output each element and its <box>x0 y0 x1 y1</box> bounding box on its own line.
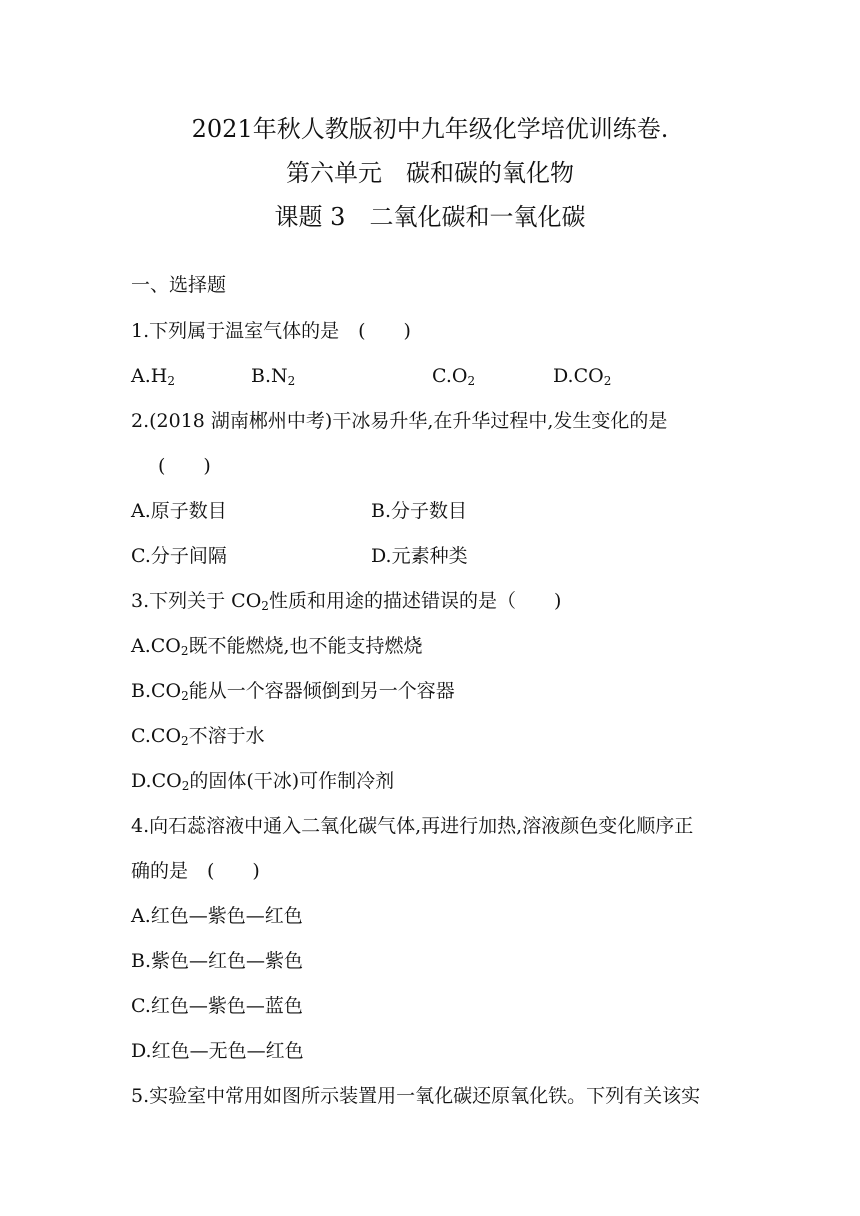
question-4-option-c: C.红色—紫色—蓝色 <box>131 995 303 1017</box>
subscript: 2 <box>180 644 189 658</box>
question-2-option-b: B.分子数目 <box>371 500 468 522</box>
question-4-option-b: B.紫色—红色—紫色 <box>131 950 304 972</box>
subscript: 2 <box>181 689 189 703</box>
section-heading: 一、选择题 <box>131 274 227 296</box>
question-1-option-b <box>251 363 295 389</box>
subscript: 2 <box>467 374 476 388</box>
option-text: D.CO <box>131 770 182 792</box>
stem-text: 3.下列关于 CO <box>131 590 262 612</box>
option-text: 能从一个容器倾倒到另一个容器 <box>188 680 455 702</box>
question-1-option-a <box>131 363 175 389</box>
option-text: B.CO <box>131 680 182 702</box>
option-text: C.CO <box>131 725 182 747</box>
question-4-stem-continued: 确的是 ( ) <box>131 860 260 882</box>
question-2-answer-blank: ( ) <box>158 455 211 477</box>
lesson-title: 课题 3 二氧化碳和一氧化碳 <box>274 203 586 231</box>
question-1-stem: 1.下列属于温室气体的是 ( ) <box>131 320 411 342</box>
question-3-option-b <box>131 678 455 704</box>
question-3-option-a <box>131 633 423 659</box>
question-1-option-d <box>553 363 611 389</box>
option-text: D.CO <box>553 365 604 387</box>
option-text: 不溶于水 <box>188 725 265 747</box>
unit-title: 第六单元 碳和碳的氧化物 <box>286 159 574 187</box>
question-3-option-d <box>131 768 394 794</box>
option-text: B.N <box>251 365 288 387</box>
document-title: 2021年秋人教版初中九年级化学培优训练卷. <box>191 115 669 143</box>
question-2-stem: 2.(2018 湖南郴州中考)干冰易升华,在升华过程中,发生变化的是 <box>131 410 668 432</box>
option-text: C.O <box>432 365 468 387</box>
question-1-option-c <box>432 363 475 389</box>
option-text: 的固体(干冰)可作制冷剂 <box>189 770 395 792</box>
option-text: 既不能燃烧,也不能支持燃烧 <box>188 635 423 657</box>
subscript: 2 <box>167 374 175 388</box>
question-2-option-d: D.元素种类 <box>371 545 468 567</box>
subscript: 2 <box>181 734 189 748</box>
subscript: 2 <box>287 374 296 388</box>
subscript: 2 <box>261 599 269 613</box>
question-2-option-c: C.分子间隔 <box>131 545 227 567</box>
subscript: 2 <box>181 779 190 793</box>
question-4-option-a: A.红色—紫色—红色 <box>131 905 303 927</box>
option-text: A.CO <box>131 635 181 657</box>
subscript: 2 <box>603 374 612 388</box>
question-3-option-c <box>131 723 265 749</box>
question-5-stem: 5.实验室中常用如图所示装置用一氧化碳还原氧化铁。下列有关该实 <box>131 1085 701 1107</box>
question-2-option-a: A.原子数目 <box>131 500 227 522</box>
question-4-option-d: D.红色—无色—红色 <box>131 1040 304 1062</box>
question-4-stem: 4.向石蕊溶液中通入二氧化碳气体,再进行加热,溶液颜色变化顺序正 <box>131 815 694 837</box>
question-3-stem <box>131 588 561 614</box>
stem-text: 性质和用途的描述错误的是（ ) <box>268 590 562 612</box>
option-text: A.H <box>131 365 168 387</box>
